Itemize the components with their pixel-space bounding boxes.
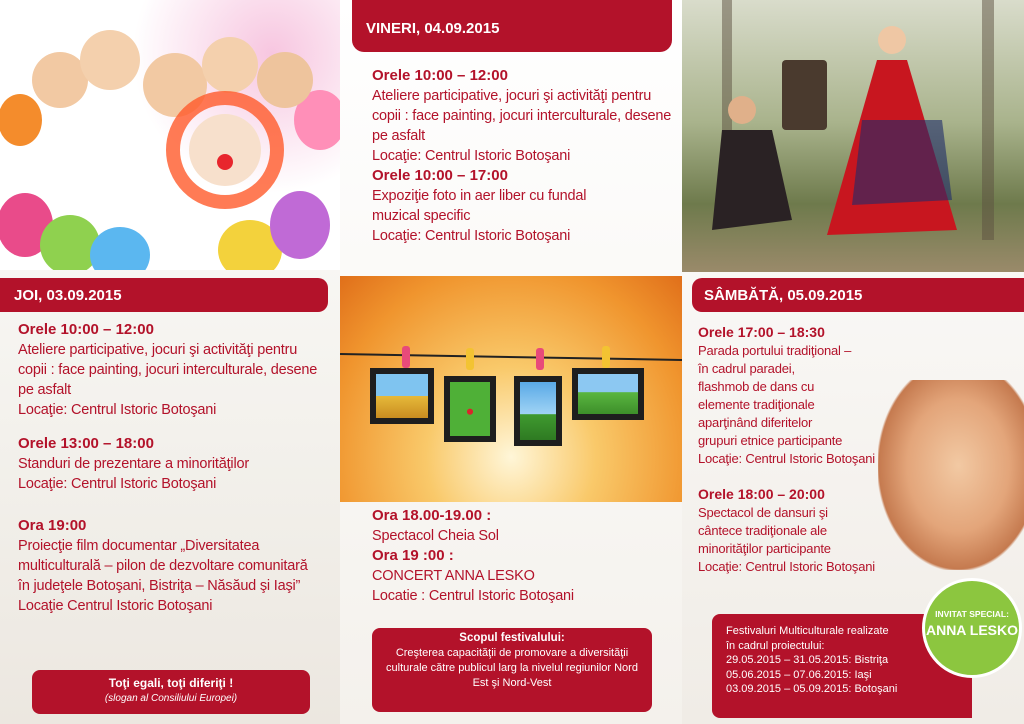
friday-evening-schedule	[372, 506, 678, 606]
middle-panel	[340, 0, 682, 724]
photo-frame	[370, 368, 434, 424]
saturday-schedule	[698, 322, 908, 576]
event-text: minorităţilor participante	[698, 541, 831, 556]
festival-date: 05.06.2015 – 07.06.2015: Iaşi	[726, 668, 872, 681]
event-time: Ora 19:00	[18, 517, 87, 534]
event-text: Ateliere participative, jocuri şi activităţi pentru	[372, 88, 652, 104]
event-time: Orele 18:00 – 20:00	[698, 486, 825, 502]
badge-label: INVITAT SPECIAL:	[935, 609, 1009, 619]
event-text: Standuri de prezentare a minorităţilor	[18, 456, 249, 472]
day-banner-saturday	[692, 278, 1024, 312]
festivals-text: Festivaluri Multiculturale realizate	[726, 625, 889, 637]
balloons-illustration	[0, 0, 340, 270]
event-location: Locaţie: Centrul Istoric Botoşani	[372, 228, 571, 244]
event-text: grupuri etnice participante	[698, 433, 843, 448]
event-text: pe asfalt	[372, 128, 426, 144]
scope-text: Est şi Nord-Vest	[472, 677, 552, 689]
clothespin	[466, 348, 474, 370]
slogan-source: (slogan al Consiliului Europei)	[104, 693, 238, 704]
photo-clothesline-illustration	[340, 276, 682, 502]
festival-date: 29.05.2015 – 31.05.2015: Bistriţa	[726, 654, 889, 666]
slogan-box	[32, 670, 310, 714]
event-text: Spectacol Cheia Sol	[372, 528, 499, 544]
day-title: VINERI, 04.09.2015	[366, 20, 500, 37]
event-text: multiculturală – pilon de dezvoltare comunitară	[18, 558, 308, 574]
event-text: CONCERT ANNA LESKO	[372, 568, 535, 584]
event-location: Locaţie: Centrul Istoric Botoşani	[18, 476, 217, 492]
photo-frame	[572, 368, 644, 420]
event-text: pe asfalt	[18, 382, 72, 398]
event-text: flashmob de dans cu	[698, 379, 815, 394]
event-text: cântece tradiţionale ale	[698, 523, 827, 538]
event-text: Expoziţie foto in aer liber cu fundal	[372, 188, 587, 204]
event-location: Locaţie Centrul Istoric Botoşani	[18, 598, 213, 614]
event-text: elemente tradiţionale	[698, 397, 815, 412]
festivals-text: în cadrul proiectului:	[726, 639, 825, 652]
event-location: Locatie : Centrul Istoric Botoşani	[372, 588, 574, 604]
event-time: Orele 17:00 – 18:30	[698, 324, 825, 340]
children-face-painting-photo	[0, 0, 340, 270]
event-text: aparţinând diferitelor	[698, 415, 813, 430]
thursday-schedule	[18, 320, 336, 616]
dancers-illustration	[682, 0, 1024, 272]
special-guest-badge	[922, 578, 1022, 678]
clothespin	[536, 348, 544, 370]
left-panel	[0, 0, 340, 724]
clothespin	[602, 346, 610, 368]
day-title: SÂMBĂTĂ, 05.09.2015	[704, 287, 863, 304]
event-text: Ateliere participative, jocuri şi activităţi pentru	[18, 342, 298, 358]
event-location: Locaţie: Centrul Istoric Botoşani	[18, 402, 217, 418]
event-text: Spectacol de dansuri şi	[698, 505, 828, 520]
festival-scope-box	[372, 628, 652, 712]
right-panel	[682, 0, 1024, 724]
event-text: muzical specific	[372, 208, 471, 224]
event-time: Orele 13:00 – 18:00	[18, 435, 154, 452]
event-time: Orele 10:00 – 12:00	[18, 321, 154, 338]
scope-text: Creşterea capacităţii de promovare a diversităţii	[395, 647, 629, 659]
event-time: Orele 10:00 – 17:00	[372, 167, 508, 184]
clothesline-rope	[340, 353, 682, 361]
event-text: Parada portului tradiţional –	[698, 343, 852, 358]
event-time: Orele 10:00 – 12:00	[372, 67, 508, 84]
photo-frame	[444, 376, 496, 442]
event-location: Locaţie: Centrul Istoric Botoşani	[372, 148, 571, 164]
event-location: Locaţie: Centrul Istoric Botoşani	[698, 559, 875, 574]
day-banner-friday	[352, 0, 672, 52]
event-location: Locaţie: Centrul Istoric Botoşani	[698, 451, 875, 466]
day-title: JOI, 03.09.2015	[14, 287, 122, 304]
clothespin	[402, 346, 410, 368]
event-text: în cadrul paradei,	[698, 361, 795, 376]
event-text: Proiecţie film documentar „Diversitatea	[18, 538, 260, 554]
photo-frame	[514, 376, 562, 446]
friday-schedule	[372, 66, 678, 246]
event-text: copii : face painting, jocuri interculturale, desene	[18, 362, 318, 378]
slogan-text: Toţi egali, toţi diferiţi !	[108, 676, 234, 690]
scope-text: culturale către publicul larg la nivelul regiunilor Nord	[386, 662, 638, 674]
event-time: Ora 18.00-19.00 :	[372, 507, 492, 524]
folk-dancers-photo	[682, 0, 1024, 272]
badge-name: ANNA LESKO	[925, 622, 1019, 638]
scope-title: Scopul festivalului:	[459, 632, 565, 644]
day-banner-thursday	[0, 278, 328, 312]
event-text: copii : face painting, jocuri interculturale, desene	[372, 108, 672, 124]
festival-date: 03.09.2015 – 05.09.2015: Botoşani	[726, 683, 898, 695]
event-text: în judeţele Botoşani, Bistriţa – Năsăud şi Iaşi”	[18, 578, 301, 594]
event-time: Ora 19 :00 :	[372, 547, 454, 564]
